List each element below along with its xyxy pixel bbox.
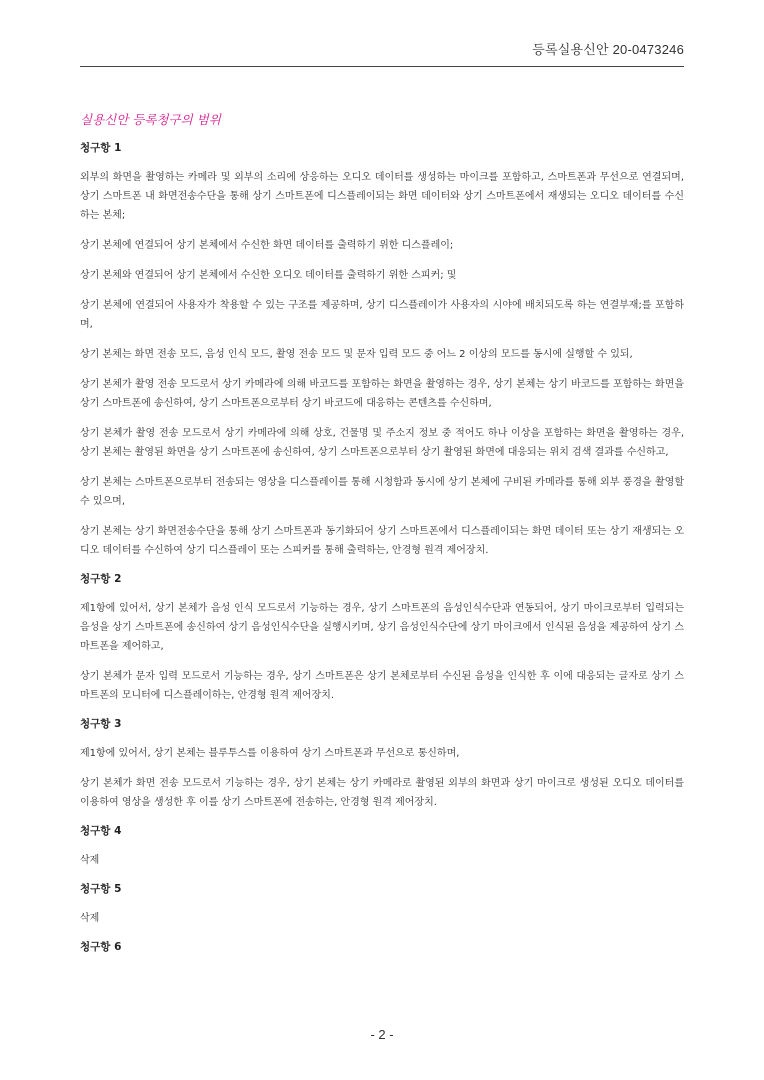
claim-heading: 청구항 5 <box>80 883 122 895</box>
claim-block <box>80 716 684 812</box>
claim-paragraph: 삭제 <box>80 855 100 866</box>
claim-paragraph: 외부의 화면을 촬영하는 카메라 및 외부의 소리에 상응하는 오디오 데이터를 생성하는 마이크를 포함하고, 스마트폰과 무선으로 연결되며, 상기 스마트폰 내 화면전송수단을 통해 상기 스마트폰에 디스플레이되는 화면 데이터와 상기 스마트폰에서 재생되는 오디오 데이터를 수신하는 본체; <box>80 172 684 221</box>
claim-paragraph: 상기 본체가 문자 입력 모드로서 기능하는 경우, 상기 스마트폰은 상기 본체로부터 수신된 음성을 인식한 후 이에 대응되는 글자로 상기 스마트폰의 모니터에 디스플레이하는, 안경형 원격 제어장치. <box>80 671 684 701</box>
claim-heading: 청구항 2 <box>80 573 122 585</box>
claim-paragraph: 상기 본체에 연결되어 상기 본체에서 수신한 화면 데이터를 출력하기 위한 디스플레이; <box>80 240 454 251</box>
claims-list <box>80 140 684 954</box>
claim-paragraph: 상기 본체가 촬영 전송 모드로서 상기 카메라에 의해 바코드를 포함하는 화면을 촬영하는 경우, 상기 본체는 상기 바코드를 포함하는 화면을 상기 스마트폰에 송신하여, 상기 스마트폰으로부터 상기 바코드에 대응하는 콘텐츠를 수신하며, <box>80 379 684 409</box>
section-title: 실용신안 등록청구의 범위 <box>80 112 221 127</box>
claims-section <box>80 110 684 967</box>
page-number: - 2 - <box>370 1027 394 1042</box>
claim-block <box>80 939 684 954</box>
claim-block <box>80 823 684 870</box>
claim-paragraph: 상기 본체는 스마트폰으로부터 전송되는 영상을 디스플레이를 통해 시청함과 동시에 상기 본체에 구비된 카메라를 통해 외부 풍경을 촬영할 수 있으며, <box>80 477 684 507</box>
claim-paragraph: 상기 본체가 화면 전송 모드로서 기능하는 경우, 상기 본체는 상기 카메라로 촬영된 외부의 화면과 상기 마이크로 생성된 오디오 데이터를 이용하여 영상을 생성한 후 이를 상기 스마트폰에 전송하는, 안경형 원격 제어장치. <box>80 778 684 808</box>
claim-paragraph: 상기 본체와 연결되어 상기 본체에서 수신한 오디오 데이터를 출력하기 위한 스피커; 및 <box>80 270 457 281</box>
claim-paragraph: 상기 본체가 촬영 전송 모드로서 상기 카메라에 의해 상호, 건물명 및 주소지 정보 중 적어도 하나 이상을 포함하는 화면을 촬영하는 경우, 상기 본체는 촬영된 화면을 상기 스마트폰에 송신하여, 상기 스마트폰으로부터 상기 촬영된 화면에 대응되는 위치 검색 결과를 수신하고, <box>80 428 684 458</box>
claim-heading: 청구항 3 <box>80 718 122 730</box>
header-divider <box>80 66 684 67</box>
claim-block <box>80 140 684 560</box>
claim-paragraph: 제1항에 있어서, 상기 본체가 음성 인식 모드로서 기능하는 경우, 상기 스마트폰의 음성인식수단과 연동되어, 상기 마이크로부터 입력되는 음성을 상기 스마트폰에 송신하여 상기 음성인식수단을 실행시키며, 상기 음성인식수단에 상기 마이크에서 인식된 음성을 제공하여 상기 스마트폰을 제어하고, <box>80 603 684 652</box>
claim-paragraph: 상기 본체에 연결되어 사용자가 착용할 수 있는 구조를 제공하며, 상기 디스플레이가 사용자의 시야에 배치되도록 하는 연결부재;를 포함하며, <box>80 300 684 330</box>
claim-block <box>80 571 684 705</box>
claim-paragraph: 상기 본체는 화면 전송 모드, 음성 인식 모드, 촬영 전송 모드 및 문자 입력 모드 중 어느 2 이상의 모드를 동시에 실행할 수 있되, <box>80 349 633 360</box>
claim-paragraph: 제1항에 있어서, 상기 본체는 블루투스를 이용하여 상기 스마트폰과 무선으로 통신하며, <box>80 748 460 759</box>
claim-paragraph: 삭제 <box>80 913 100 924</box>
document-id: 등록실용신안 20-0473246 <box>532 42 684 57</box>
claim-heading: 청구항 6 <box>80 941 122 953</box>
claim-heading: 청구항 4 <box>80 825 122 837</box>
claim-heading: 청구항 1 <box>80 142 122 154</box>
claim-paragraph: 상기 본체는 상기 화면전송수단을 통해 상기 스마트폰과 동기화되어 상기 스마트폰에서 디스플레이되는 화면 데이터 또는 상기 재생되는 오디오 데이터를 수신하여 상기 디스플레이 또는 스피커를 통해 출력하는, 안경형 원격 제어장치. <box>80 526 684 556</box>
claim-block <box>80 881 684 928</box>
